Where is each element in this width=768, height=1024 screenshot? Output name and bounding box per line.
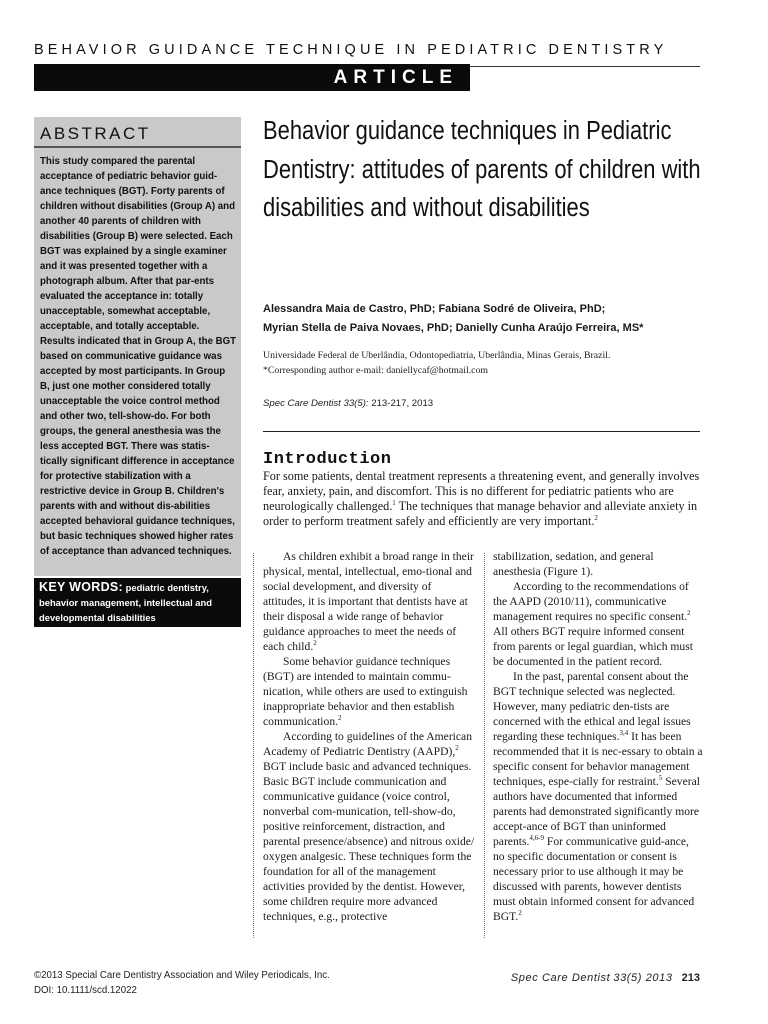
paragraph-text: As children exhibit a broad range in their physical, mental, intellectual, emo-tional and social development, and diversity of attitudes, it is important that dentists have at their disposal a wide range of behavior guidance approaches to meet the needs of each child.	[263, 550, 474, 653]
paragraph	[263, 549, 475, 654]
article-title: Behavior guidance techniques in Pediatric Dentistry: attitudes of parents of children with disabilities and without disabilities	[263, 117, 701, 222]
intro-heading: Introduction	[263, 450, 392, 469]
footer-issue: 33(5) 2013	[613, 972, 673, 984]
authors-line-1: Alessandra Maia de Castro, PhD; Fabiana Sodré de Oliveira, PhD;	[263, 303, 606, 315]
ref-sup: 2	[338, 714, 342, 722]
body-column-right	[493, 549, 703, 924]
column-divider	[253, 553, 255, 938]
keywords	[39, 580, 237, 625]
paragraph-text: Some behavior guidance techniques (BGT) are intended to maintain commu-nication, while others are used to extinguish inappropriate behavior and then establish communication.	[263, 655, 468, 728]
citation-journal: Spec Care Dentist 33(5):	[263, 398, 369, 409]
abstract-heading: ABSTRACT	[40, 124, 151, 143]
affiliation-block	[263, 348, 703, 378]
section-label-bar	[34, 64, 470, 91]
ref-sup: 2	[594, 514, 598, 522]
section-rule	[263, 431, 700, 432]
body-column-left	[263, 549, 475, 924]
ref-sup: 2	[313, 639, 317, 647]
footer-right	[511, 972, 700, 984]
section-label: ARTICLE	[333, 67, 458, 88]
ref-sup: 2	[455, 744, 459, 752]
ref-sup: 2	[518, 909, 522, 917]
ref-sup: 3,4	[619, 729, 629, 737]
paragraph	[493, 669, 703, 924]
citation	[263, 398, 703, 409]
page-number: 213	[681, 972, 700, 984]
keywords-label: KEY WORDS:	[39, 580, 124, 594]
intro-lead-text: The techniques that manage behavior and alleviate anxiety in order to perform treatment safely and efficiently are very important.	[263, 499, 698, 528]
ref-sup: 1	[392, 499, 396, 507]
paragraph-text: For communicative guid-ance, no specific documentation or consent is necessary prior to use although it may be discussed with parents, however dentists must obtain informed consent for advanced BGT.	[493, 835, 695, 923]
paragraph-text: BGT include basic and advanced techniques. Basic BGT include communication and communicative guidance (voice control, nonverbal com-munication, tell-show-do, positive reinforcement, distraction, and parental presence/absence) and nitrous oxide/ oxygen analgesic. These techniques form the foundation for all of the management activities provided by the dentist. However, some children require more advanced techniques, e.g., protective	[263, 760, 475, 923]
paragraph	[263, 729, 475, 924]
footer-left	[34, 968, 414, 998]
paragraph-text: According to the recommendations of the AAPD (2010/11), communicative management requires no specific consent.	[493, 580, 689, 623]
intro-lead	[263, 469, 700, 529]
authors	[263, 300, 703, 338]
paragraph-text: Several authors have documented that informed parents had demonstrated significantly more accept-ance of BGT than uninformed parents.	[493, 775, 700, 848]
paragraph	[263, 654, 475, 729]
keywords-list: pediatric dentistry, behavior management, intellectual and developmental disabilities	[39, 582, 212, 623]
header-rule	[470, 66, 700, 67]
ref-sup: 2	[687, 609, 691, 617]
paragraph-text: In the past, parental consent about the BGT technique selected was neglected. However, many pediatric den-tists are concerned with the ethical and legal issues regarding these techniques.	[493, 670, 691, 743]
paragraph-text: It has been recommended that it is nec-essary to obtain a specific consent for behavior management techniques, espe-cially for restraint.	[493, 730, 703, 788]
paragraph	[493, 579, 703, 669]
authors-line-2: Myrian Stella de Paiva Novaes, PhD; Danielly Cunha Araújo Ferreira, MS*	[263, 322, 644, 334]
intro-lead-text: For some patients, dental treatment represents a threatening event, and generally involves fear, anxiety, pain, and discomfort. This is no different for pediatric patients who are neurologically challenged.	[263, 469, 700, 513]
corresponding-author: *Corresponding author e-mail: daniellycaf@hotmail.com	[263, 365, 489, 376]
affiliation: Universidade Federal de Uberlândia, Odontopediatria, Uberlândia, Minas Gerais, Brazil.	[263, 350, 611, 361]
ref-sup: 4,6-9	[529, 834, 544, 842]
abstract-text: This study compared the parental acceptance of pediatric behavior guid-ance techniques (BGT). Forty parents of children without disabilities (Group A) and another 40 parents of children with disabilities (Group B) were selected. Each BGT was explained by a single examiner and it was presented together with a photograph album. After that par-ents evaluated the acceptance in: totally unacceptable, somewhat acceptable, acceptable, and totally acceptable. Results indicated that in Group A, the BGT based on communicative guidance was accepted by most participants. In Group B, just one mother considered totally unacceptable the voice control method and other two, tell-show-do. For both groups, the general anesthesia was the less accepted BGT. There was statis-tically significant difference in acceptance for protective stabilization with a restrictive device in Group B. Children's parents with and without dis-abilities accepted behavioral guidance techniques, but basic techniques showed higher rates of acceptance than advanced techniques.	[40, 156, 237, 557]
abstract-rule	[34, 146, 241, 148]
footer-journal: Spec Care Dentist	[510, 972, 611, 984]
citation-pages: 213-217, 2013	[371, 398, 434, 409]
copyright: ©2013 Special Care Dentistry Association and Wiley Periodicals, Inc.	[34, 970, 330, 981]
paragraph-text: According to guidelines of the American Academy of Pediatric Dentistry (AAPD),	[263, 730, 472, 758]
running-head: BEHAVIOR GUIDANCE TECHNIQUE IN PEDIATRIC DENTISTRY	[34, 42, 668, 58]
paragraph-text: All others BGT require informed consent from parents or legal guardian, which must be documented in the patient record.	[493, 625, 693, 668]
paragraph: stabilization, sedation, and general anesthesia (Figure 1).	[493, 550, 654, 578]
column-divider	[484, 553, 486, 938]
ref-sup: 5	[658, 774, 663, 782]
doi: DOI: 10.1111/scd.12022	[34, 985, 137, 996]
